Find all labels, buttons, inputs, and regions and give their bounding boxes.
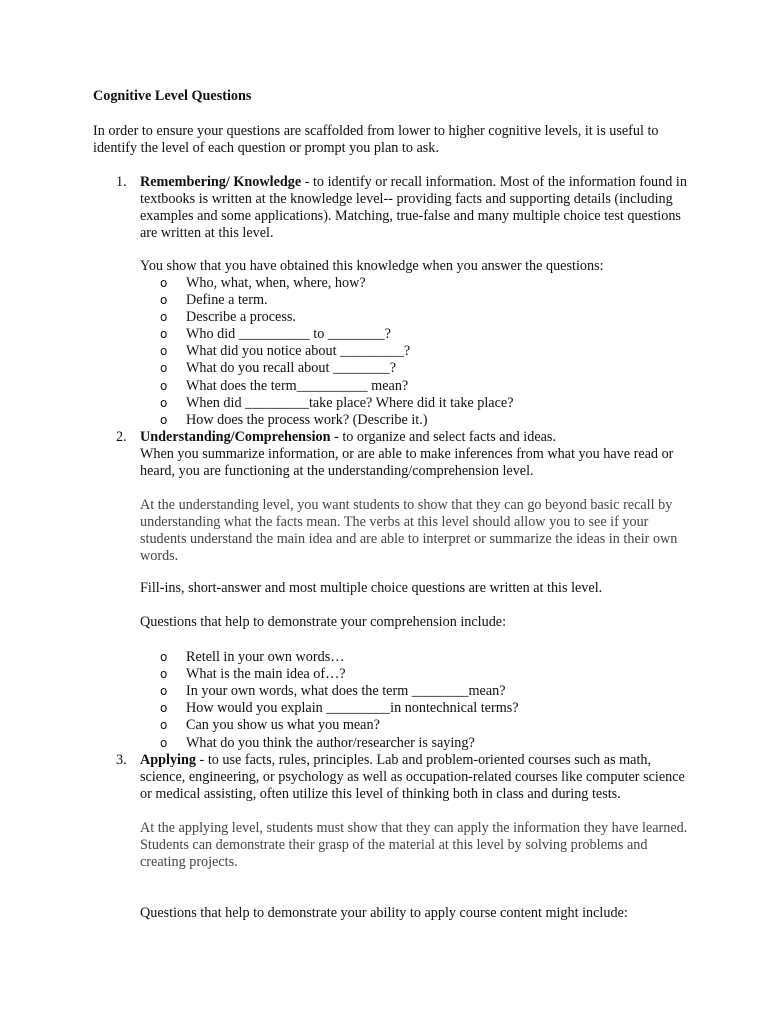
section-2-item: What is the main idea of…? (186, 666, 346, 682)
bullet-marker: o (160, 344, 168, 358)
section-1-item: What do you recall about ________? (186, 360, 396, 376)
section-1-item: When did _________take place? Where did it take place? (186, 395, 514, 411)
section-2-item: What do you think the author/researcher is saying? (186, 735, 475, 751)
section-1-item: Define a term. (186, 292, 268, 308)
section-1-heading: Remembering/ Knowledge (140, 174, 302, 190)
section-3-prompt: Questions that help to demonstrate your ability to apply course content might include: (140, 905, 628, 921)
section-2-lead (140, 429, 556, 446)
section-2-fill-ins-paragraph: Fill-ins, short-answer and most multiple choice questions are written at this level. (140, 580, 603, 596)
section-1-paragraph (140, 174, 690, 242)
section-2-description: - to organize and select facts and ideas. (330, 429, 556, 445)
bullet-marker: o (160, 684, 168, 698)
section-1-item: How does the process work? (Describe it.) (186, 412, 428, 428)
section-3-description: - to use facts, rules, principles. Lab and problem-oriented courses such as math, science, engineering, or psychology as well as occupation-related courses like computer science or medical assisting, often utilize this level of thinking both in class and during tests. (140, 752, 685, 802)
section-1-prompt: You show that you have obtained this knowledge when you answer the questions: (140, 258, 604, 274)
bullet-marker: o (160, 293, 168, 307)
bullet-marker: o (160, 327, 168, 341)
section-3-applying-paragraph: At the applying level, students must show that they can apply the information they have learned. Students can demonstrate their grasp of the material at this level by solving problems and creating projects. (140, 820, 688, 870)
section-2-item: Can you show us what you mean? (186, 717, 380, 733)
section-2-prompt: Questions that help to demonstrate your comprehension include: (140, 614, 507, 630)
bullet-marker: o (160, 736, 168, 750)
section-1-item: What did you notice about _________? (186, 343, 411, 359)
bullet-marker: o (160, 667, 168, 681)
intro-paragraph: In order to ensure your questions are scaffolded from lower to higher cognitive levels, it is useful to identify the level of each question or prompt you plan to ask. (93, 123, 659, 156)
section-3-number: 3. (116, 752, 127, 768)
section-1-number: 1. (116, 174, 127, 190)
bullet-marker: o (160, 396, 168, 410)
section-3-paragraph (140, 752, 690, 803)
section-2-heading: Understanding/Comprehension (140, 429, 331, 445)
bullet-marker: o (160, 361, 168, 375)
section-2-understanding-paragraph: At the understanding level, you want students to show that they can go beyond basic recall by understanding what the facts mean. The verbs at this level should allow you to see if your students understand the main idea and are able to interpret or summarize the ideas in their own words. (140, 497, 678, 564)
section-2-item: How would you explain _________in nontechnical terms? (186, 700, 519, 716)
section-1-item: What does the term__________ mean? (186, 378, 409, 394)
section-2-paragraph: When you summarize information, or are able to make inferences from what you have read or heard, you are functioning at the understanding/comprehension level. (140, 446, 674, 479)
section-2-item: In your own words, what does the term ________mean? (186, 683, 506, 699)
bullet-marker: o (160, 650, 168, 664)
section-1-item: Describe a process. (186, 309, 296, 325)
page-title: Cognitive Level Questions (93, 88, 252, 104)
section-3-heading: Applying (140, 752, 196, 768)
bullet-marker: o (160, 276, 168, 290)
section-1-description: - to identify or recall information. Most of the information found in textbooks is written at the knowledge level-- providing facts and supporting details (including examples and some applications). Matching, true-false and many multiple choice test questions are written at this level. (140, 174, 687, 241)
bullet-marker: o (160, 413, 168, 427)
bullet-marker: o (160, 310, 168, 324)
bullet-marker: o (160, 718, 168, 732)
section-2-item: Retell in your own words… (186, 649, 345, 665)
section-1-item: Who did __________ to ________? (186, 326, 391, 342)
bullet-marker: o (160, 379, 168, 393)
bullet-marker: o (160, 701, 168, 715)
section-2-number: 2. (116, 429, 127, 445)
section-1-item: Who, what, when, where, how? (186, 275, 366, 291)
